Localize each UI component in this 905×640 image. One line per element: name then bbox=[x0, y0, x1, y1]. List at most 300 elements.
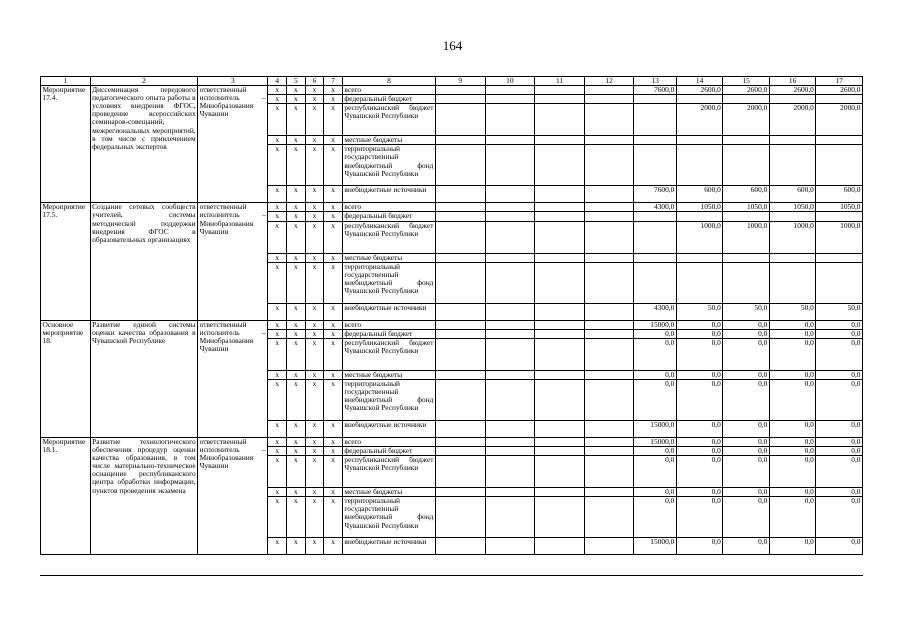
amount-cell: 2600,0 bbox=[676, 86, 723, 95]
empty-year-cell bbox=[435, 447, 485, 456]
empty-year-cell bbox=[485, 95, 535, 104]
budget-code-cell: x bbox=[287, 488, 306, 497]
amount-cell: 0,0 bbox=[816, 320, 863, 329]
budget-code-cell: x bbox=[268, 145, 287, 186]
budget-code-cell: x bbox=[268, 95, 287, 104]
empty-year-cell bbox=[485, 370, 535, 379]
amount-cell: 0,0 bbox=[723, 497, 770, 538]
measure-label: Мероприятие 18.1. bbox=[41, 437, 91, 554]
budget-code-cell: x bbox=[305, 437, 324, 446]
table-row bbox=[41, 437, 863, 446]
empty-year-cell bbox=[535, 212, 585, 221]
amount-cell: 0,0 bbox=[816, 338, 863, 370]
amount-cell: 0,0 bbox=[769, 447, 816, 456]
budget-code-cell: x bbox=[268, 212, 287, 221]
amount-cell: 0,0 bbox=[676, 538, 723, 555]
empty-year-cell bbox=[435, 221, 485, 253]
empty-year-cell bbox=[584, 262, 634, 303]
measure-description: Развитие технологического обеспечения процедур оценки качества образования, в том числе материально-техническое оснащение республиканского центра обработки информации, пунктов проведения экзамена bbox=[90, 437, 198, 554]
empty-year-cell bbox=[535, 497, 585, 538]
empty-year-cell bbox=[584, 136, 634, 145]
empty-year-cell bbox=[485, 329, 535, 338]
measure-label: Основное мероприятие 18. bbox=[41, 320, 91, 437]
budget-code-cell: x bbox=[324, 420, 343, 437]
empty-year-cell bbox=[485, 437, 535, 446]
budget-code-cell: x bbox=[287, 338, 306, 370]
funding-source: федеральный бюджет bbox=[342, 95, 435, 104]
amount-cell bbox=[723, 145, 770, 186]
amount-cell: 1000,0 bbox=[676, 221, 723, 253]
amount-cell: 0,0 bbox=[816, 497, 863, 538]
funding-source: федеральный бюджет bbox=[342, 329, 435, 338]
amount-cell: 1050,0 bbox=[676, 203, 723, 212]
budget-code-cell: x bbox=[324, 262, 343, 303]
budget-code-cell: x bbox=[305, 303, 324, 320]
budget-code-cell: x bbox=[287, 104, 306, 136]
amount-cell bbox=[676, 253, 723, 262]
budget-code-cell: x bbox=[324, 329, 343, 338]
amount-cell: 0,0 bbox=[769, 497, 816, 538]
budget-code-cell: x bbox=[287, 379, 306, 420]
empty-year-cell bbox=[535, 303, 585, 320]
amount-cell: 2600,0 bbox=[723, 86, 770, 95]
empty-year-cell bbox=[435, 145, 485, 186]
column-number-9: 9 bbox=[435, 77, 485, 86]
budget-code-cell: x bbox=[305, 86, 324, 95]
column-number-1: 1 bbox=[41, 77, 91, 86]
empty-year-cell bbox=[535, 370, 585, 379]
empty-year-cell bbox=[435, 456, 485, 488]
amount-cell bbox=[723, 262, 770, 303]
table-bottom-border bbox=[40, 575, 863, 576]
empty-year-cell bbox=[535, 221, 585, 253]
amount-cell: 4300,0 bbox=[634, 303, 676, 320]
funding-source: всего bbox=[342, 437, 435, 446]
funding-source: местные бюджеты bbox=[342, 488, 435, 497]
empty-year-cell bbox=[435, 538, 485, 555]
amount-cell: 0,0 bbox=[769, 379, 816, 420]
amount-cell bbox=[676, 145, 723, 186]
empty-year-cell bbox=[535, 538, 585, 555]
empty-year-cell bbox=[584, 420, 634, 437]
budget-code-cell: x bbox=[287, 203, 306, 212]
amount-cell: 0,0 bbox=[634, 488, 676, 497]
amount-cell: 0,0 bbox=[723, 320, 770, 329]
empty-year-cell bbox=[435, 437, 485, 446]
budget-code-cell: x bbox=[268, 104, 287, 136]
budget-code-cell: x bbox=[268, 203, 287, 212]
column-number-2: 2 bbox=[90, 77, 198, 86]
empty-year-cell bbox=[435, 212, 485, 221]
budget-code-cell: x bbox=[305, 186, 324, 203]
empty-year-cell bbox=[435, 95, 485, 104]
amount-cell: 7600,0 bbox=[634, 86, 676, 95]
funding-source: местные бюджеты bbox=[342, 136, 435, 145]
amount-cell: 0,0 bbox=[676, 437, 723, 446]
budget-code-cell: x bbox=[305, 370, 324, 379]
funding-source: федеральный бюджет bbox=[342, 447, 435, 456]
amount-cell: 0,0 bbox=[676, 488, 723, 497]
empty-year-cell bbox=[584, 437, 634, 446]
budget-code-cell: x bbox=[324, 136, 343, 145]
amount-cell: 0,0 bbox=[676, 338, 723, 370]
empty-year-cell bbox=[435, 186, 485, 203]
budget-code-cell: x bbox=[324, 437, 343, 446]
amount-cell: 0,0 bbox=[723, 370, 770, 379]
responsible-executor: ответственный исполнитель – Минобразования Чувашии bbox=[198, 437, 268, 554]
empty-year-cell bbox=[535, 338, 585, 370]
amount-cell: 0,0 bbox=[769, 329, 816, 338]
empty-year-cell bbox=[485, 136, 535, 145]
budget-code-cell: x bbox=[287, 303, 306, 320]
empty-year-cell bbox=[485, 303, 535, 320]
amount-cell bbox=[769, 95, 816, 104]
amount-cell: 0,0 bbox=[723, 338, 770, 370]
measure-label: Мероприятие 17.4. bbox=[41, 86, 91, 203]
empty-year-cell bbox=[535, 253, 585, 262]
amount-cell: 0,0 bbox=[723, 379, 770, 420]
amount-cell: 0,0 bbox=[676, 370, 723, 379]
budget-code-cell: x bbox=[287, 95, 306, 104]
funding-source: территориальный государственный внебюджетный фонд Чувашской Республики bbox=[342, 379, 435, 420]
amount-cell: 0,0 bbox=[723, 538, 770, 555]
amount-cell: 15000,0 bbox=[634, 420, 676, 437]
funding-source: внебюджетные источники bbox=[342, 538, 435, 555]
amount-cell: 1050,0 bbox=[816, 203, 863, 212]
budget-code-cell: x bbox=[324, 488, 343, 497]
budget-code-cell: x bbox=[287, 329, 306, 338]
amount-cell bbox=[723, 212, 770, 221]
amount-cell: 0,0 bbox=[676, 320, 723, 329]
empty-year-cell bbox=[535, 420, 585, 437]
column-number-15: 15 bbox=[723, 77, 770, 86]
budget-code-cell: x bbox=[324, 145, 343, 186]
column-number-14: 14 bbox=[676, 77, 723, 86]
empty-year-cell bbox=[535, 145, 585, 186]
funding-source: республиканский бюджет Чувашской Республики bbox=[342, 456, 435, 488]
budget-code-cell: x bbox=[268, 538, 287, 555]
amount-cell: 0,0 bbox=[676, 420, 723, 437]
column-number-7: 7 bbox=[324, 77, 343, 86]
amount-cell: 0,0 bbox=[723, 437, 770, 446]
budget-code-cell: x bbox=[305, 538, 324, 555]
budget-code-cell: x bbox=[287, 538, 306, 555]
empty-year-cell bbox=[584, 447, 634, 456]
funding-source: территориальный государственный внебюджетный фонд Чувашской Республики bbox=[342, 497, 435, 538]
budget-code-cell: x bbox=[324, 186, 343, 203]
amount-cell: 600,0 bbox=[723, 186, 770, 203]
empty-year-cell bbox=[485, 447, 535, 456]
amount-cell: 4300,0 bbox=[634, 203, 676, 212]
amount-cell bbox=[769, 145, 816, 186]
funding-source: местные бюджеты bbox=[342, 370, 435, 379]
empty-year-cell bbox=[435, 262, 485, 303]
budget-code-cell: x bbox=[324, 221, 343, 253]
empty-year-cell bbox=[485, 420, 535, 437]
empty-year-cell bbox=[435, 86, 485, 95]
empty-year-cell bbox=[535, 437, 585, 446]
empty-year-cell bbox=[435, 370, 485, 379]
budget-code-cell: x bbox=[268, 303, 287, 320]
amount-cell: 15000,0 bbox=[634, 320, 676, 329]
budget-code-cell: x bbox=[305, 253, 324, 262]
empty-year-cell bbox=[584, 186, 634, 203]
budget-code-cell: x bbox=[305, 212, 324, 221]
budget-code-cell: x bbox=[324, 538, 343, 555]
budget-code-cell: x bbox=[324, 303, 343, 320]
measure-description: Развитие единой системы оценки качества образования в Чувашской Республике bbox=[90, 320, 198, 437]
column-number-6: 6 bbox=[305, 77, 324, 86]
budget-code-cell: x bbox=[305, 338, 324, 370]
amount-cell: 600,0 bbox=[769, 186, 816, 203]
amount-cell: 0,0 bbox=[769, 437, 816, 446]
budget-code-cell: x bbox=[324, 338, 343, 370]
amount-cell: 1050,0 bbox=[723, 203, 770, 212]
budget-code-cell: x bbox=[268, 447, 287, 456]
amount-cell: 0,0 bbox=[769, 420, 816, 437]
column-number-5: 5 bbox=[287, 77, 306, 86]
empty-year-cell bbox=[584, 329, 634, 338]
empty-year-cell bbox=[485, 538, 535, 555]
empty-year-cell bbox=[435, 253, 485, 262]
budget-code-cell: x bbox=[287, 186, 306, 203]
budget-code-cell: x bbox=[305, 145, 324, 186]
amount-cell: 0,0 bbox=[634, 497, 676, 538]
amount-cell: 0,0 bbox=[634, 379, 676, 420]
responsible-executor: ответственный исполнитель – Минобразования Чувашии bbox=[198, 320, 268, 437]
empty-year-cell bbox=[485, 488, 535, 497]
amount-cell: 0,0 bbox=[816, 379, 863, 420]
column-number-10: 10 bbox=[485, 77, 535, 86]
budget-code-cell: x bbox=[268, 488, 287, 497]
empty-year-cell bbox=[485, 86, 535, 95]
amount-cell: 15000,0 bbox=[634, 538, 676, 555]
budget-code-cell: x bbox=[305, 104, 324, 136]
funding-source: внебюджетные источники bbox=[342, 420, 435, 437]
budget-code-cell: x bbox=[287, 145, 306, 186]
amount-cell: 0,0 bbox=[676, 379, 723, 420]
empty-year-cell bbox=[535, 104, 585, 136]
responsible-executor: ответственный исполнитель – Минобразования Чувашии bbox=[198, 86, 268, 203]
empty-year-cell bbox=[435, 420, 485, 437]
funding-source: республиканский бюджет Чувашской Республики bbox=[342, 338, 435, 370]
amount-cell bbox=[723, 253, 770, 262]
amount-cell: 2000,0 bbox=[816, 104, 863, 136]
amount-cell: 7600,0 bbox=[634, 186, 676, 203]
amount-cell: 0,0 bbox=[634, 447, 676, 456]
empty-year-cell bbox=[485, 212, 535, 221]
empty-year-cell bbox=[535, 186, 585, 203]
budget-code-cell: x bbox=[305, 488, 324, 497]
budget-code-cell: x bbox=[324, 497, 343, 538]
budget-code-cell: x bbox=[287, 86, 306, 95]
responsible-executor: ответственный исполнитель – Минобразования Чувашии bbox=[198, 203, 268, 320]
amount-cell: 0,0 bbox=[769, 338, 816, 370]
budget-code-cell: x bbox=[268, 456, 287, 488]
amount-cell: 0,0 bbox=[676, 456, 723, 488]
amount-cell: 0,0 bbox=[816, 370, 863, 379]
empty-year-cell bbox=[435, 104, 485, 136]
empty-year-cell bbox=[485, 253, 535, 262]
amount-cell: 0,0 bbox=[816, 329, 863, 338]
amount-cell: 0,0 bbox=[816, 420, 863, 437]
budget-code-cell: x bbox=[287, 221, 306, 253]
amount-cell: 0,0 bbox=[816, 538, 863, 555]
amount-cell: 50,0 bbox=[769, 303, 816, 320]
budget-code-cell: x bbox=[305, 221, 324, 253]
amount-cell: 2000,0 bbox=[676, 104, 723, 136]
amount-cell: 0,0 bbox=[634, 338, 676, 370]
amount-cell: 600,0 bbox=[816, 186, 863, 203]
amount-cell bbox=[634, 136, 676, 145]
amount-cell: 0,0 bbox=[723, 447, 770, 456]
amount-cell: 600,0 bbox=[676, 186, 723, 203]
empty-year-cell bbox=[485, 456, 535, 488]
amount-cell bbox=[816, 262, 863, 303]
amount-cell bbox=[676, 262, 723, 303]
budget-code-cell: x bbox=[287, 370, 306, 379]
empty-year-cell bbox=[485, 221, 535, 253]
funding-source: внебюджетные источники bbox=[342, 186, 435, 203]
amount-cell bbox=[676, 95, 723, 104]
empty-year-cell bbox=[535, 488, 585, 497]
column-number-row bbox=[41, 77, 863, 86]
empty-year-cell bbox=[485, 145, 535, 186]
column-number-13: 13 bbox=[634, 77, 676, 86]
budget-code-cell: x bbox=[268, 379, 287, 420]
budget-code-cell: x bbox=[324, 320, 343, 329]
empty-year-cell bbox=[485, 338, 535, 370]
budget-code-cell: x bbox=[305, 379, 324, 420]
amount-cell bbox=[816, 145, 863, 186]
empty-year-cell bbox=[584, 212, 634, 221]
empty-year-cell bbox=[435, 338, 485, 370]
empty-year-cell bbox=[485, 320, 535, 329]
budget-code-cell: x bbox=[287, 420, 306, 437]
amount-cell bbox=[634, 95, 676, 104]
column-number-17: 17 bbox=[816, 77, 863, 86]
measure-description: Диссеминация передового педагогического опыта работы в условиях внедрения ФГОС, проведение всероссийских семинаров-совещаний, межрегиональных мероприятий, в том числе с привлечением федеральных экспертов bbox=[90, 86, 198, 203]
empty-year-cell bbox=[435, 303, 485, 320]
empty-year-cell bbox=[584, 86, 634, 95]
budget-code-cell: x bbox=[324, 86, 343, 95]
budget-code-cell: x bbox=[324, 456, 343, 488]
page-number: 164 bbox=[442, 38, 463, 53]
amount-cell: 2000,0 bbox=[723, 104, 770, 136]
empty-year-cell bbox=[535, 136, 585, 145]
empty-year-cell bbox=[435, 203, 485, 212]
amount-cell: 50,0 bbox=[723, 303, 770, 320]
empty-year-cell bbox=[584, 320, 634, 329]
empty-year-cell bbox=[584, 379, 634, 420]
amount-cell bbox=[634, 253, 676, 262]
amount-cell: 0,0 bbox=[769, 320, 816, 329]
amount-cell: 1000,0 bbox=[723, 221, 770, 253]
budget-code-cell: x bbox=[324, 447, 343, 456]
amount-cell bbox=[769, 136, 816, 145]
amount-cell: 0,0 bbox=[634, 456, 676, 488]
column-number-16: 16 bbox=[769, 77, 816, 86]
amount-cell: 0,0 bbox=[723, 329, 770, 338]
empty-year-cell bbox=[485, 186, 535, 203]
amount-cell bbox=[676, 212, 723, 221]
amount-cell bbox=[816, 136, 863, 145]
funding-source: всего bbox=[342, 320, 435, 329]
amount-cell: 0,0 bbox=[769, 456, 816, 488]
empty-year-cell bbox=[584, 370, 634, 379]
table-row bbox=[41, 320, 863, 329]
budget-code-cell: x bbox=[268, 420, 287, 437]
empty-year-cell bbox=[584, 456, 634, 488]
budget-code-cell: x bbox=[324, 203, 343, 212]
budget-code-cell: x bbox=[287, 320, 306, 329]
empty-year-cell bbox=[435, 379, 485, 420]
budget-code-cell: x bbox=[268, 262, 287, 303]
table-row bbox=[41, 203, 863, 212]
funding-source: территориальный государственный внебюджетный фонд Чувашской Республики bbox=[342, 145, 435, 186]
budget-code-cell: x bbox=[268, 320, 287, 329]
amount-cell bbox=[723, 136, 770, 145]
funding-source: всего bbox=[342, 86, 435, 95]
empty-year-cell bbox=[535, 320, 585, 329]
amount-cell: 0,0 bbox=[676, 497, 723, 538]
budget-code-cell: x bbox=[287, 253, 306, 262]
budget-code-cell: x bbox=[305, 329, 324, 338]
amount-cell: 0,0 bbox=[634, 329, 676, 338]
empty-year-cell bbox=[535, 203, 585, 212]
budget-code-cell: x bbox=[268, 136, 287, 145]
amount-cell: 15000,0 bbox=[634, 437, 676, 446]
budget-code-cell: x bbox=[324, 104, 343, 136]
table-row bbox=[41, 86, 863, 95]
empty-year-cell bbox=[435, 329, 485, 338]
budget-code-cell: x bbox=[305, 320, 324, 329]
budget-code-cell: x bbox=[305, 203, 324, 212]
amount-cell bbox=[634, 104, 676, 136]
empty-year-cell bbox=[485, 497, 535, 538]
empty-year-cell bbox=[535, 329, 585, 338]
column-number-3: 3 bbox=[198, 77, 268, 86]
measure-label: Мероприятие 17.5. bbox=[41, 203, 91, 320]
funding-source: республиканский бюджет Чувашской Республики bbox=[342, 221, 435, 253]
measure-description: Создание сетевых сообществ учителей, системы методической поддержки внедрения ФГОС в образовательных организациях bbox=[90, 203, 198, 320]
amount-cell: 0,0 bbox=[723, 420, 770, 437]
amount-cell bbox=[634, 145, 676, 186]
funding-source: всего bbox=[342, 203, 435, 212]
column-number-12: 12 bbox=[584, 77, 634, 86]
budget-code-cell: x bbox=[324, 253, 343, 262]
budget-code-cell: x bbox=[268, 338, 287, 370]
column-number-8: 8 bbox=[342, 77, 435, 86]
amount-cell: 2600,0 bbox=[769, 86, 816, 95]
empty-year-cell bbox=[584, 221, 634, 253]
empty-year-cell bbox=[535, 447, 585, 456]
budget-code-cell: x bbox=[287, 262, 306, 303]
empty-year-cell bbox=[535, 95, 585, 104]
empty-year-cell bbox=[485, 379, 535, 420]
empty-year-cell bbox=[584, 253, 634, 262]
amount-cell bbox=[769, 253, 816, 262]
amount-cell: 0,0 bbox=[769, 370, 816, 379]
amount-cell: 0,0 bbox=[634, 370, 676, 379]
budget-code-cell: x bbox=[324, 379, 343, 420]
amount-cell bbox=[634, 262, 676, 303]
amount-cell: 0,0 bbox=[676, 447, 723, 456]
empty-year-cell bbox=[435, 497, 485, 538]
amount-cell bbox=[723, 95, 770, 104]
amount-cell: 0,0 bbox=[816, 447, 863, 456]
budget-code-cell: x bbox=[305, 136, 324, 145]
